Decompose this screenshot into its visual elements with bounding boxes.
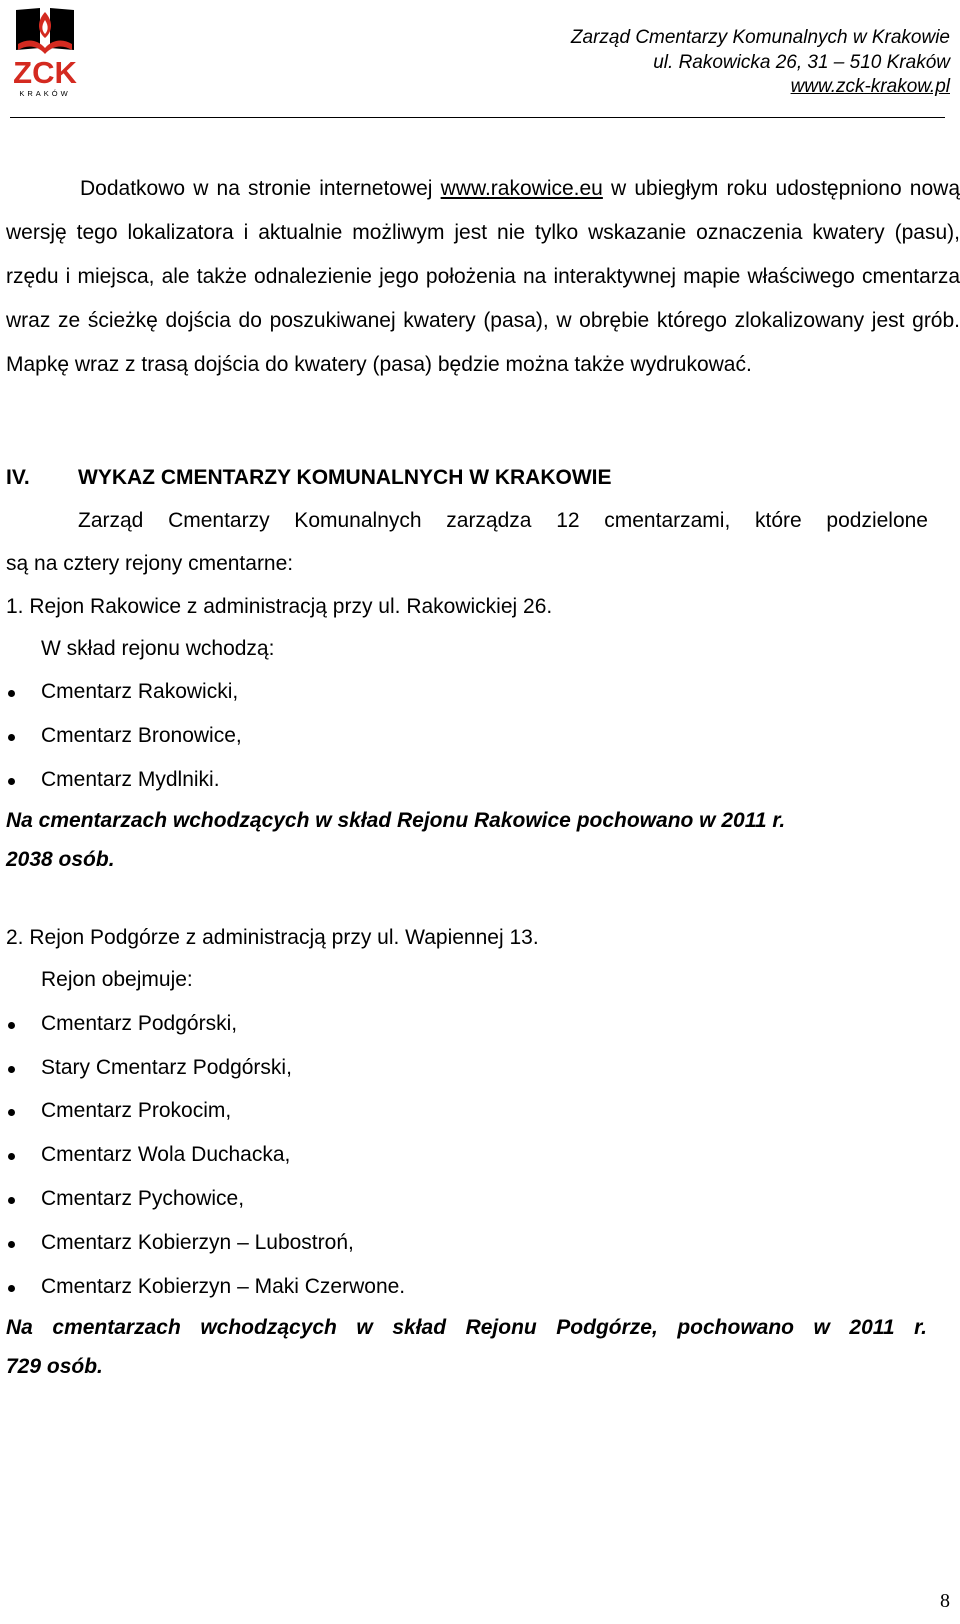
region2-heading: 2. Rejon Podgórze z administracją przy ul. Wapiennej 13. [6, 926, 539, 949]
list-item: Cmentarz Bronowice, [41, 724, 242, 747]
bullet [8, 1285, 15, 1292]
bullet [8, 1109, 15, 1116]
region1-heading: 1. Rejon Rakowice z administracją przy ul. Rakowickiej 26. [6, 595, 553, 618]
bullet [8, 778, 15, 785]
list-item: Stary Cmentarz Podgórski, [41, 1056, 292, 1079]
svg-text:KRAKÓW: KRAKÓW [19, 89, 71, 98]
bullet [8, 1022, 15, 1029]
section-number: IV. [6, 466, 30, 489]
list-item: Cmentarz Wola Duchacka, [41, 1143, 291, 1166]
bullet [8, 1197, 15, 1204]
org-name: Zarząd Cmentarzy Komunalnych w Krakowie [570, 27, 950, 48]
bullet [8, 734, 15, 741]
bullet [8, 690, 15, 697]
org-website-link[interactable]: www.zck-krakow.pl [790, 76, 950, 97]
list-item: Cmentarz Kobierzyn – Lubostroń, [41, 1231, 354, 1254]
org-address: ul. Rakowicka 26, 31 – 510 Kraków [653, 51, 950, 73]
bullet [8, 1241, 15, 1248]
list-item: Cmentarz Prokocim, [41, 1099, 232, 1122]
list-item: Cmentarz Podgórski, [41, 1012, 238, 1035]
list-item: Cmentarz Rakowicki, [41, 680, 239, 703]
rakowice-link[interactable]: www.rakowice.eu [440, 177, 603, 200]
bullet [8, 1066, 15, 1073]
list-item: Cmentarz Pychowice, [41, 1187, 245, 1210]
svg-text:ZCK: ZCK [13, 55, 77, 90]
section-title: WYKAZ CMENTARZY KOMUNALNYCH W KRAKOWIE [78, 466, 612, 489]
page-header [571, 26, 950, 100]
region1-subheading: W skład rejonu wchodzą: [41, 637, 275, 660]
header-divider [10, 117, 945, 118]
section-intro-line2: są na cztery rejony cmentarne: [6, 552, 294, 575]
section-intro-line1: Zarząd Cmentarzy Komunalnych zarządza 12 cmentarzami, które podzielone [78, 509, 928, 532]
region2-summary-count: 729 osób. [6, 1355, 103, 1378]
region1-summary-count: 2038 osób. [6, 848, 115, 871]
bullet [8, 1153, 15, 1160]
intro-paragraph: Dodatkowo w na stronie internetowej www.rakowice.eu w ubiegłym roku udostępniono nową wersję tego lokalizatora i aktualnie możliwym jest nie tylko wskazanie oznaczenia kwatery (pasu), rzędu i miejsca, ale także odnalezienie jego położenia na interaktywnej mapie właściwego cmentarza wraz ze ścieżkę dojścia do poszukiwanej kwatery (pasa), w obrębie którego zlokalizowany jest grób. Mapkę wraz z trasą dojścia do kwatery (pasa) będzie można także wydrukować. [6, 177, 960, 376]
region1-summary: Na cmentarzach wchodzących w skład Rejonu Rakowice pochowano w 2011 r. [6, 809, 786, 832]
list-item: Cmentarz Mydlniki. [41, 768, 220, 791]
zck-logo [6, 4, 84, 100]
region2-subheading: Rejon obejmuje: [41, 968, 193, 991]
list-item: Cmentarz Kobierzyn – Maki Czerwone. [41, 1275, 406, 1298]
page-number: 8 [940, 1590, 950, 1612]
region2-summary: Na cmentarzach wchodzących w skład Rejonu Podgórze, pochowano w 2011 r. [6, 1316, 927, 1339]
